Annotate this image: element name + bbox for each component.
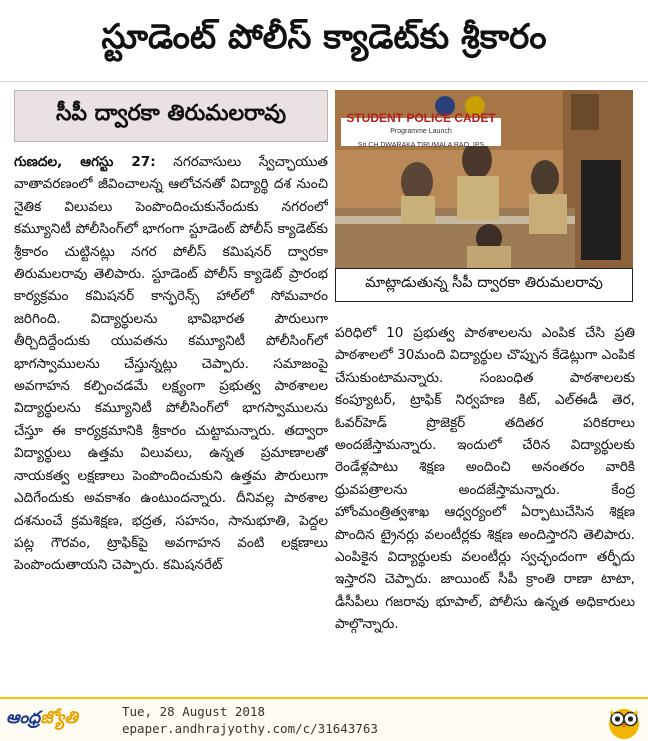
footer [0,697,648,741]
andhrajyothy-logo[interactable] [6,703,112,737]
headline: స్టూడెంట్ పోలీస్ క్యాడెట్‌కు శ్రీకారం [0,0,648,82]
article-column-left [14,151,328,671]
photo-caption: మాట్లాడుతున్న సీపీ ద్వారకా తిరుమలరావు [335,268,633,302]
banner-name: Sri CH.DWARAKA TIRUMALA RAO, IPS [357,142,485,149]
dateline: గుణదల, ఆగస్టు 27: [14,154,156,170]
edition-date: Tue, 28 August 2018 [122,704,265,719]
news-photo [335,90,633,268]
article-body-right: పరిధిలో 10 ప్రభుత్వ పాఠశాలలను ఎంపిక చేసి ప్రతి పాఠశాలలో 30మంది విద్యార్థుల చొప్పున కేడెట్లుగా ఎంపిక చేసుకుంటామన్నారు. సంబంధిత పాఠశాలలకు కంప్యూటర్, ట్రాఫిక్ నిర్వహణ కిట్, ఎల్‌ఈడీ తెర, ఓవర్‌హెడ్ ప్రొజెక్టర్ తదితర పరికరాలు అందజేస్తామన్నారు. ఇందులో చేరిన విద్యార్థులకు రెండేళ్లపాటు శిక్షణ అందించి అనంతరం వారికి ధ్రువపత్రాలను అందజేస్తామన్నారు. కేంద్ర హోంమంత్రిత్వశాఖ ఆధ్వర్యంలో ఏర్పాటుచేసిన శిక్షణ పొందిన ట్రైనర్లు వలంటీర్లకు శిక్షణ అందిస్తారని తెలిపారు. ఎంపికైన విద్యార్థులకు వలంటీర్లు స్వచ్ఛందంగా తర్ఫీదు ఇస్తారని చెప్పారు. జాయింట్ సీపీ క్రాంతి రాణా టాటా, డీసీపీలు గజరావు భూపాల్, పోలీసు ఉన్నత అధికారులు పాల్గొన్నారు. [335,325,635,633]
banner-title: STUDENT POLICE CADET [346,111,496,125]
logo-text-accent: జ్యోతి [40,708,78,728]
photo-banner [341,111,501,149]
epaper-link[interactable]: epaper.andhrajyothy.com/c/31643763 [122,721,378,736]
logo-text-main: ఆంధ్ర [6,708,41,728]
byline-text: సీపీ ద్వారకా తిరుమలరావు [55,101,287,126]
article-column-right [335,322,635,662]
owl-icon [606,702,642,740]
byline-box [14,90,328,142]
banner-subtitle: Programme Launch [390,128,452,135]
article-body-left: నగరవాసులు స్వేచ్ఛాయుత వాతావరణంలో జీవించాలన్న ఆలోచనతో విద్యార్థి దశ నుంచి నైతిక విలువలు పెంపొందించుకునేందుకు నగరంలో కమ్యూనిటీ పోలీసింగ్‌లో భాగంగా స్టూడెంట్ పోలీస్ క్యాడెట్‌కు శ్రీకారం చుట్టినట్లు నగర పోలీస్ కమిషనర్ ద్వారకా తిరుమలరావు తెలిపారు. స్టూడెంట్ పోలీస్ క్యాడెట్ ప్రారంభ కార్యక్రమం కమిషనర్ కాన్ఫరెన్స్ హాల్‌లో సోమవారం జరిగింది. విద్యార్థులను భావిభారత పౌరులుగా తీర్చిదిద్దేందుకు యువతను కమ్యూనిటీ పోలీసింగ్‌లో భాగస్వాములను చేస్తున్నట్లు చెప్పారు. సమాజంపై అవగాహన కల్పించడమే లక్ష్యంగా ప్రభుత్వ పాఠశాలల విద్యార్థులను కమ్యూనిటీ పోలీసింగ్‌లో భాగస్వాములను చేస్తూ ఈ కార్యక్రమానికి శ్రీకారం చుట్టామన్నారు. తద్వారా విద్యార్థులు ఉత్తమ విలువలు, ఉన్నత ప్రమాణాలతో నాయకత్వ లక్షణాలు పెంపొందించుకుని ఉత్తమ పౌరులుగా ఎదిగేందుకు అవకాశం ఉంటుందన్నారు. దీనివల్ల పాఠశాల దశనుంచే క్రమశిక్షణ, భద్రత, సహనం, సానుభూతి, పెద్దల పట్ల గౌరవం, ట్రాఫిక్‌పై అవగాహన వంటి లక్షణాలు పెంపొందుతాయని చెప్పారు. కమిషనరేట్ [14,154,328,574]
